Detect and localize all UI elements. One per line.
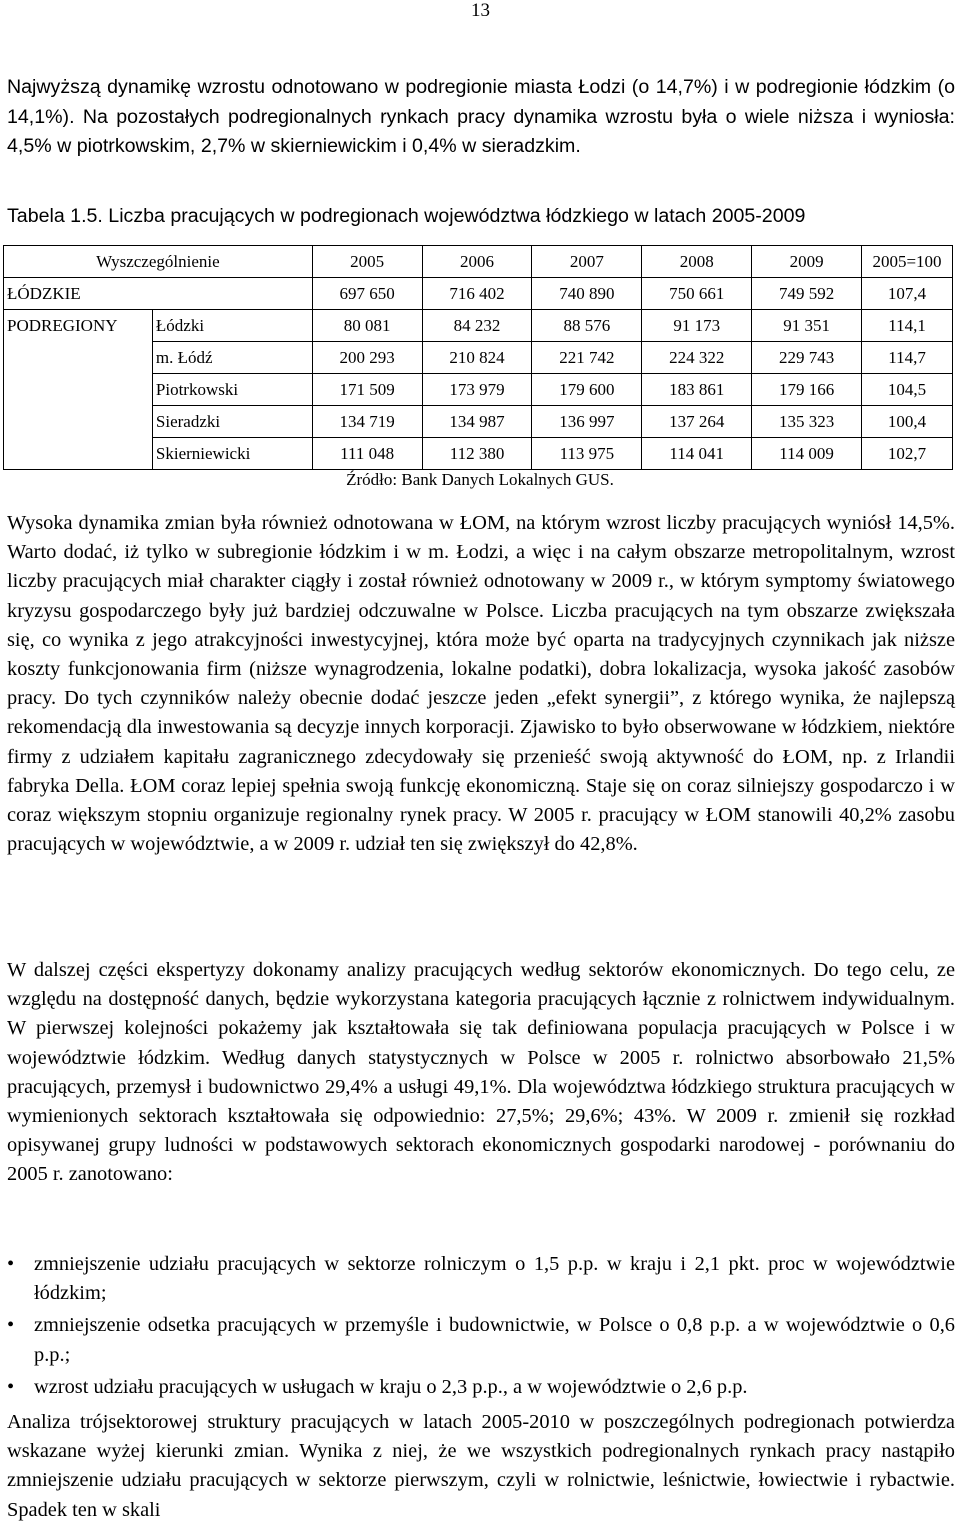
row-label: Łódzki (152, 310, 312, 342)
row-label: Piotrkowski (152, 374, 312, 406)
table-row (4, 310, 953, 342)
table-cell: 224 322 (642, 342, 752, 374)
table-cell: 179 600 (532, 374, 642, 406)
table-row (4, 278, 953, 310)
row-label: m. Łódź (152, 342, 312, 374)
header-cell: 2008 (642, 246, 752, 278)
table-cell: 80 081 (312, 310, 422, 342)
table-cell: 91 173 (642, 310, 752, 342)
table-cell: 104,5 (862, 374, 953, 406)
table-cell: 749 592 (752, 278, 862, 310)
table-source: Źródło: Bank Danych Lokalnych GUS. (346, 470, 614, 489)
region-label: ŁÓDZKIE (4, 278, 313, 310)
table-cell: 113 975 (532, 438, 642, 470)
list-item (7, 1250, 955, 1308)
body-paragraph: Wysoka dynamika zmian była również odnotowana w ŁOM, na którym wzrost liczby pracujących wyniósł 14,5%. Warto dodać, iż tylko w subregionie łódzkim i w m. Łodzi, a więc i na całym obszarze metropolitalnym, wzrost liczby pracujących miał charakter ciągły i został również odnotowany w 2009 r., w którym symptomy światowego kryzysu gospodarczego były już bardziej odczuwalne w Polsce. Liczba pracujących na tym obszarze zwiększała się, co wynika z jego atrakcyjności inwestycyjnej, która może być oparta na tradycyjnych czynnikach jak niższe koszty funkcjonowania firm (niższe wynagrodzenia, lokalne podatki), dobra lokalizacja, wysoka jakość zasobów pracy. Do tych czynników należy obecnie dodać jeszcze jeden „efekt synergii”, z którego wynika, że najlepszą rekomendacją dla inwestowania są decyzje innych korporacji. Zjawisko to było obserwowane w łódzkiem, niektóre firmy z udziałem kapitału zagranicznego zdecydowały się przenieść swoją aktywność do ŁOM, np. z Irlandii fabryka Della. ŁOM coraz lepiej spełnia swoją funkcję ekonomiczną. Staje się on coraz silniejszy gospodarczo i w coraz większym stopniu organizuje regionalny rynek pracy. W 2005 r. pracujący w ŁOM stanowili 40,2% zasobu pracujących w województwie, a w 2009 r. udział ten się zwiększył do 42,8%. (7, 512, 955, 856)
header-cell: 2005=100 (862, 246, 953, 278)
list-item-text: zmniejszenie udziału pracujących w sektorze rolniczym o 1,5 p.p. w kraju i 2,1 pkt. proc w województwie łódzkim; (34, 1253, 955, 1305)
table-cell: 114,1 (862, 310, 953, 342)
table-cell: 114 041 (642, 438, 752, 470)
table-cell: 210 824 (422, 342, 532, 374)
table-cell: 200 293 (312, 342, 422, 374)
bullet-icon: • (7, 1253, 15, 1275)
table-cell: 135 323 (752, 406, 862, 438)
table-cell: 229 743 (752, 342, 862, 374)
list-item-text: zmniejszenie odsetka pracujących w przemyśle i budownictwie, w Polsce o 0,8 p.p. a w województwie o 0,6 p.p.; (34, 1314, 955, 1366)
table-cell: 100,4 (862, 406, 953, 438)
table-cell: 750 661 (642, 278, 752, 310)
employment-table (3, 245, 953, 470)
body-paragraph: W dalszej części ekspertyzy dokonamy analizy pracujących według sektorów ekonomicznych. Do tego celu, ze względu na dostępność danych, będzie wykorzystana kategoria pracujących łącznie z rolnictwem indywidualnym. W pierwszej kolejności pokażemy jak kształtowała się tak definiowana populacja pracujących w Polsce i w województwie łódzkim. Według danych statystycznych w Polsce w 2005 r. rolnictwo absorbowało 21,5% pracujących, przemysł i budownictwo 29,4% a usługi 49,1%. Dla województwa łódzkiego struktura pracujących w wymienionych sektorach kształtowała się odpowiednio: 27,5%; 29,6%; 43%. W 2009 r. zmienił się rozkład opisywanej grupy ludności w podstawowych sektorach ekonomicznych gospodarki narodowej - porównaniu do 2005 r. zanotowano: (7, 959, 955, 1186)
table-cell: 111 048 (312, 438, 422, 470)
table-cell: 740 890 (532, 278, 642, 310)
table-cell: 107,4 (862, 278, 953, 310)
table-cell: 697 650 (312, 278, 422, 310)
table-cell: 183 861 (642, 374, 752, 406)
group-label: PODREGIONY (4, 310, 153, 470)
intro-paragraph: Najwyższą dynamikę wzrostu odnotowano w podregionie miasta Łodzi (o 14,7%) i w podregionie łódzkim (o 14,1%). Na pozostałych podregionalnych rynkach pracy dynamika wzrostu była o wiele niższa i wyniosła: 4,5% w piotrkowskim, 2,7% w skierniewickim i 0,4% w sieradzkim. (7, 76, 955, 158)
bullet-icon: • (7, 1375, 15, 1398)
table-cell: 173 979 (422, 374, 532, 406)
list-item-text: wzrost udziału pracujących w usługach w kraju o 2,3 p.p., a w województwie o 2,6 p.p. (34, 1375, 748, 1398)
row-label: Sieradzki (152, 406, 312, 438)
table-header-row (4, 246, 953, 278)
header-cell: Wyszczególnienie (4, 246, 313, 278)
table-cell: 136 997 (532, 406, 642, 438)
header-cell: 2005 (312, 246, 422, 278)
table-cell: 221 742 (532, 342, 642, 374)
table-cell: 179 166 (752, 374, 862, 406)
list-item (7, 1311, 955, 1369)
table-cell: 88 576 (532, 310, 642, 342)
list-item (7, 1373, 955, 1402)
table-cell: 84 232 (422, 310, 532, 342)
page-number: 13 (471, 0, 490, 21)
table-caption: Tabela 1.5. Liczba pracujących w podregionach województwa łódzkiego w latach 2005-2009 (7, 205, 806, 227)
table-cell: 114,7 (862, 342, 953, 374)
table-cell: 171 509 (312, 374, 422, 406)
header-cell: 2007 (532, 246, 642, 278)
bullet-icon: • (7, 1314, 15, 1337)
header-cell: 2006 (422, 246, 532, 278)
bullet-list (7, 1250, 955, 1402)
table-cell: 137 264 (642, 406, 752, 438)
table-cell: 102,7 (862, 438, 953, 470)
header-cell: 2009 (752, 246, 862, 278)
table-cell: 112 380 (422, 438, 532, 470)
table-cell: 716 402 (422, 278, 532, 310)
table-cell: 114 009 (752, 438, 862, 470)
table-cell: 134 987 (422, 406, 532, 438)
row-label: Skierniewicki (152, 438, 312, 470)
table-cell: 134 719 (312, 406, 422, 438)
body-paragraph: Analiza trójsektorowej struktury pracujących w latach 2005-2010 w poszczególnych podregionach potwierdza wskazane wyżej kierunki zmian. Wynika z niej, że we wszystkich podregionalnych rynkach pracy nastąpiło zmniejszenie udziału pracujących w sektorze pierwszym, czyli w rolnictwie, leśnictwie, łowiectwie i rybactwie. Spadek ten w skali (7, 1411, 955, 1521)
table-cell: 91 351 (752, 310, 862, 342)
